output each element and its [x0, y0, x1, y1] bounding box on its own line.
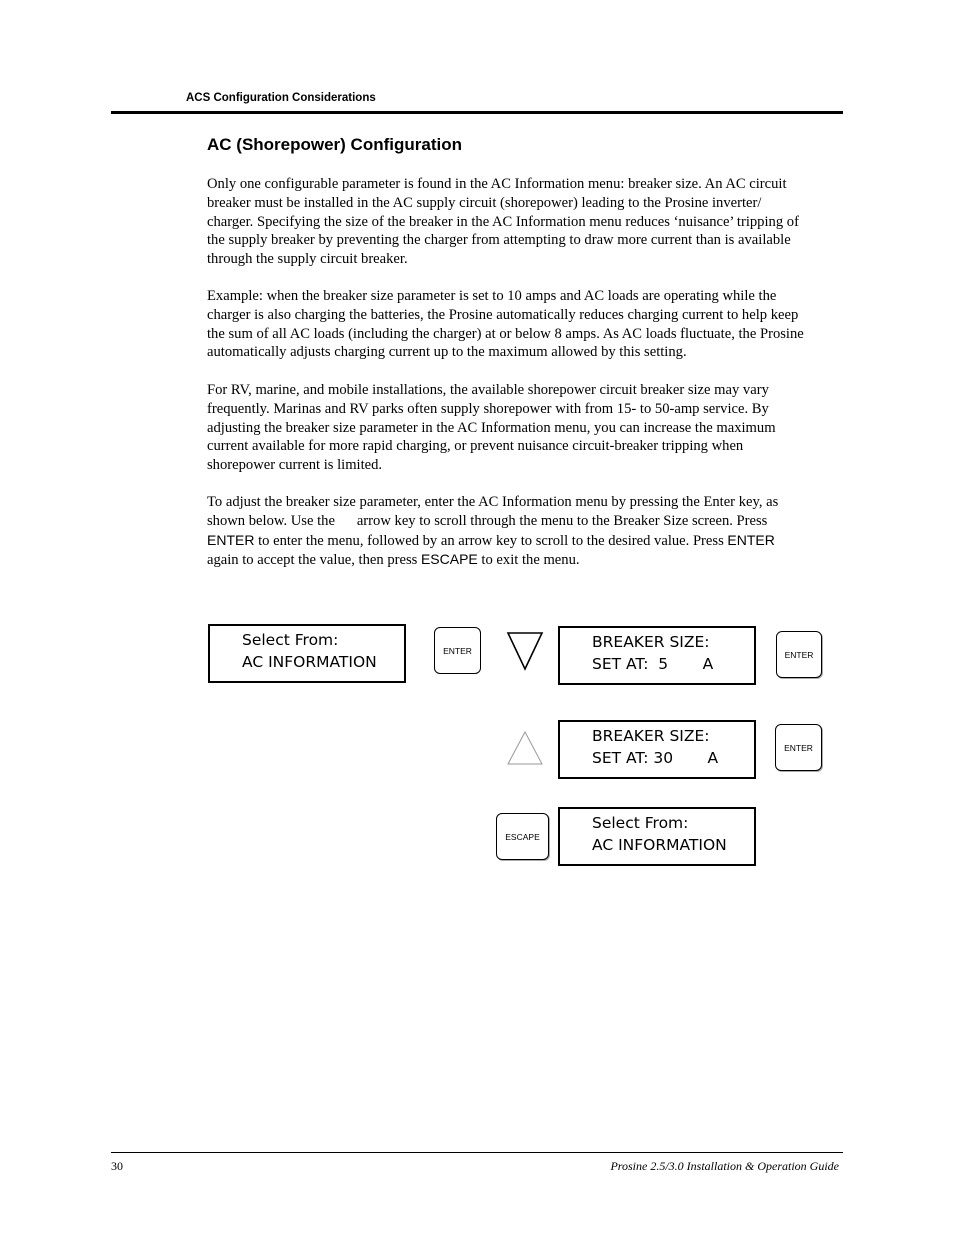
paragraph-line: shown below. Use the arrow key to scroll through the menu to the Breaker Size screen. Press: [207, 512, 768, 529]
paragraph-line: adjusting the breaker size parameter in the AC Information menu, you can increase the maximum: [207, 419, 776, 436]
paragraph-2: [207, 287, 843, 362]
paragraph-line: breaker must be installed in the AC supply circuit (shorepower) leading to the Prosine inverter/: [207, 194, 762, 211]
enter-key-button[interactable]: ENTER: [775, 724, 822, 771]
paragraph-line: automatically adjusts charging current up to the maximum allowed by this setting.: [207, 344, 687, 361]
paragraph-3: [207, 381, 843, 475]
paragraph-line: To adjust the breaker size parameter, enter the AC Information menu by pressing the Enter key, as: [207, 494, 779, 510]
page-number: 30: [111, 1159, 123, 1173]
paragraph-line: through the supply circuit breaker.: [207, 251, 408, 268]
paragraph-line: the supply breaker by preventing the charger from attempting to draw more current than is available: [207, 232, 791, 249]
paragraph-line: charger. Specifying the size of the breaker in the AC Information menu reduces ‘nuisance’ tripping of: [207, 213, 799, 230]
paragraph-text: to exit the menu.: [477, 552, 580, 569]
lcd-screen-select-ac-return: [558, 807, 756, 866]
down-arrow-icon: [506, 631, 544, 671]
footer-rule: [111, 1152, 843, 1153]
paragraph-line: shorepower current is limited.: [207, 457, 383, 474]
lcd-screen-breaker-5: [558, 626, 756, 685]
up-arrow-icon: [506, 730, 544, 766]
paragraph-text: to enter the menu, followed by an arrow key to scroll to the desired value. Press: [254, 532, 728, 549]
paragraph-line: charger is also charging the batteries, the Prosine automatically reduces charging current to help keep: [207, 306, 799, 323]
paragraph-line: Example: when the breaker size parameter is set to 10 amps and AC loads are operating while the: [207, 288, 777, 304]
enter-key-button[interactable]: ENTER: [776, 631, 822, 678]
paragraph-line: frequently. Marinas and RV parks often supply shorepower with from 15- to 50-amp service. By: [207, 400, 769, 417]
lcd-screen-breaker-30: [558, 720, 756, 779]
escape-key-button[interactable]: ESCAPE: [496, 813, 549, 860]
lcd-screen-select-ac: [208, 624, 406, 683]
paragraph-4: [207, 493, 843, 570]
section-title: AC (Shorepower) Configuration: [207, 135, 462, 154]
lcd-line: SET AT: 5 A: [592, 655, 714, 673]
enter-key-label: ENTER: [207, 531, 255, 548]
header-rule: [111, 111, 843, 114]
paragraph-line: current available for more rapid charging, or prevent nuisance circuit-breaker tripping when: [207, 438, 744, 455]
paragraph-line: the sum of all AC loads (including the charger) at or below 8 amps. As AC loads fluctuate, the Prosine: [207, 325, 804, 342]
lcd-line: Select From:: [592, 814, 689, 832]
enter-key-label: ENTER: [727, 531, 775, 548]
paragraph-line: [207, 531, 843, 551]
lcd-line: BREAKER SIZE:: [592, 633, 710, 651]
paragraph-1: [207, 175, 843, 269]
paragraph-line: For RV, marine, and mobile installations, the available shorepower circuit breaker size may vary: [207, 382, 769, 398]
lcd-line: AC INFORMATION: [592, 836, 727, 854]
paragraph-text: again to accept the value, then press: [207, 552, 421, 569]
running-head: ACS Configuration Considerations: [186, 92, 376, 104]
lcd-line: Select From:: [242, 631, 339, 649]
escape-key-label: ESCAPE: [420, 551, 478, 568]
enter-key-button[interactable]: ENTER: [434, 627, 481, 674]
lcd-line: BREAKER SIZE:: [592, 727, 710, 745]
footer-title: Prosine 2.5/3.0 Installation & Operation Guide: [610, 1159, 839, 1173]
lcd-line: AC INFORMATION: [242, 653, 377, 671]
paragraph-line: Only one configurable parameter is found in the AC Information menu: breaker size. An AC circuit: [207, 176, 787, 192]
paragraph-line: [207, 550, 843, 570]
lcd-line: SET AT: 30 A: [592, 749, 719, 767]
